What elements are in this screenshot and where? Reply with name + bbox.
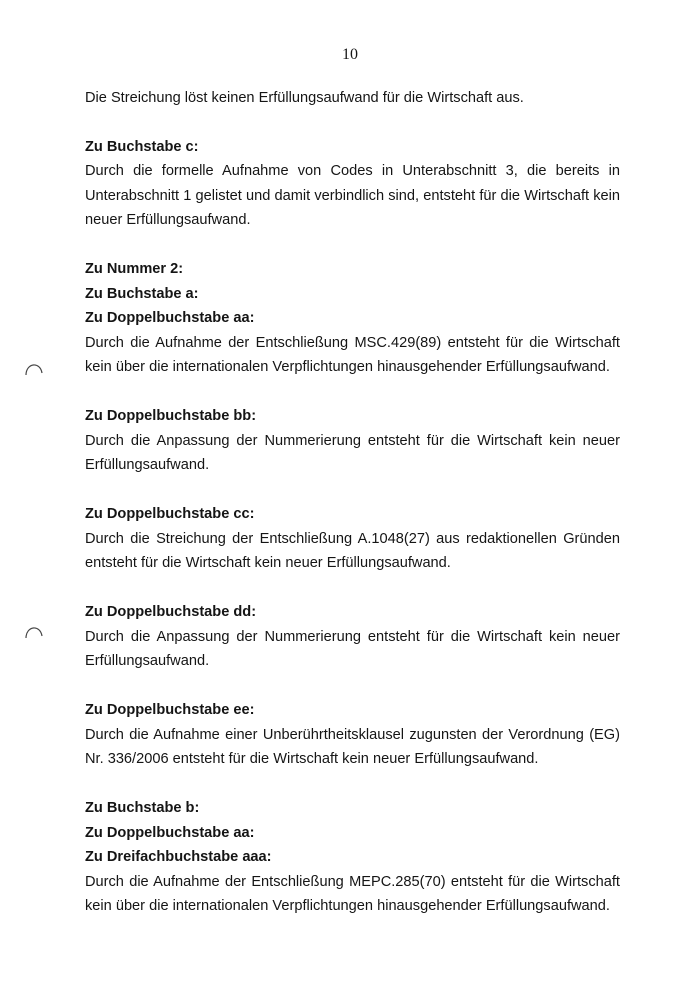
section-doppelbuchstabe-bb [85,404,620,478]
section-nummer-2-doppelbuchstabe-aa [85,257,620,380]
section-heading: Zu Buchstabe c: [85,138,199,155]
intro-paragraph: Die Streichung löst keinen Erfüllungsaufwand für die Wirtschaft aus. [85,90,524,106]
section-heading: Zu Buchstabe b: [85,800,200,816]
section-subheading: Zu Buchstabe a: [85,285,199,302]
document-body [85,86,620,943]
section-subsubheading: Zu Doppelbuchstabe aa: [85,310,255,326]
section-text: Durch die Aufnahme der Entschließung MSC.429(89) entsteht für die Wirtschaft kein über die internationalen Verpflichtungen hinausgehender Erfüllungsaufwand. [85,334,620,375]
section-heading: Zu Doppelbuchstabe cc: [85,506,255,522]
section-heading: Zu Doppelbuchstabe ee: [85,702,255,718]
section-text: Durch die Aufnahme der Entschließung MEPC.285(70) entsteht für die Wirtschaft kein über die internationalen Verpflichtungen hinausgehender Erfüllungsaufwand. [85,873,620,914]
section-buchstabe-b-dreifachbuchstabe-aaa [85,796,620,919]
section-text: Durch die Anpassung der Nummerierung entsteht für die Wirtschaft kein neuer Erfüllungsaufwand. [85,628,620,669]
section-heading: Zu Doppelbuchstabe bb: [85,408,257,424]
section-text: Durch die Aufnahme einer Unberührtheitsklausel zugunsten der Verordnung (EG) Nr. 336/2006 entsteht für die Wirtschaft kein neuer Erfüllungsaufwand. [85,726,620,767]
section-subheading: Zu Doppelbuchstabe aa: [85,824,255,841]
page-number: 10 [342,46,358,63]
section-text: Durch die Anpassung der Nummerierung entsteht für die Wirtschaft kein neuer Erfüllungsaufwand. [85,432,620,473]
section-doppelbuchstabe-cc [85,502,620,576]
punch-hole-mark-bottom [24,620,44,642]
section-buchstabe-c [85,135,620,233]
section-subsubheading: Zu Dreifachbuchstabe aaa: [85,849,272,865]
section-heading: Zu Nummer 2: [85,261,184,277]
section-heading: Zu Doppelbuchstabe dd: [85,604,257,620]
section-text: Durch die formelle Aufnahme von Codes in Unterabschnitt 3, die bereits in Unterabschnitt 1 gelistet und damit verbindlich sind, entsteht für die Wirtschaft kein neuer Erfüllungsaufwand. [85,163,620,228]
section-doppelbuchstabe-ee [85,698,620,772]
section-text: Durch die Streichung der Entschließung A.1048(27) aus redaktionellen Gründen entsteht für die Wirtschaft kein neuer Erfüllungsaufwand. [85,530,620,571]
section-doppelbuchstabe-dd [85,600,620,674]
punch-hole-mark-top [24,357,44,379]
